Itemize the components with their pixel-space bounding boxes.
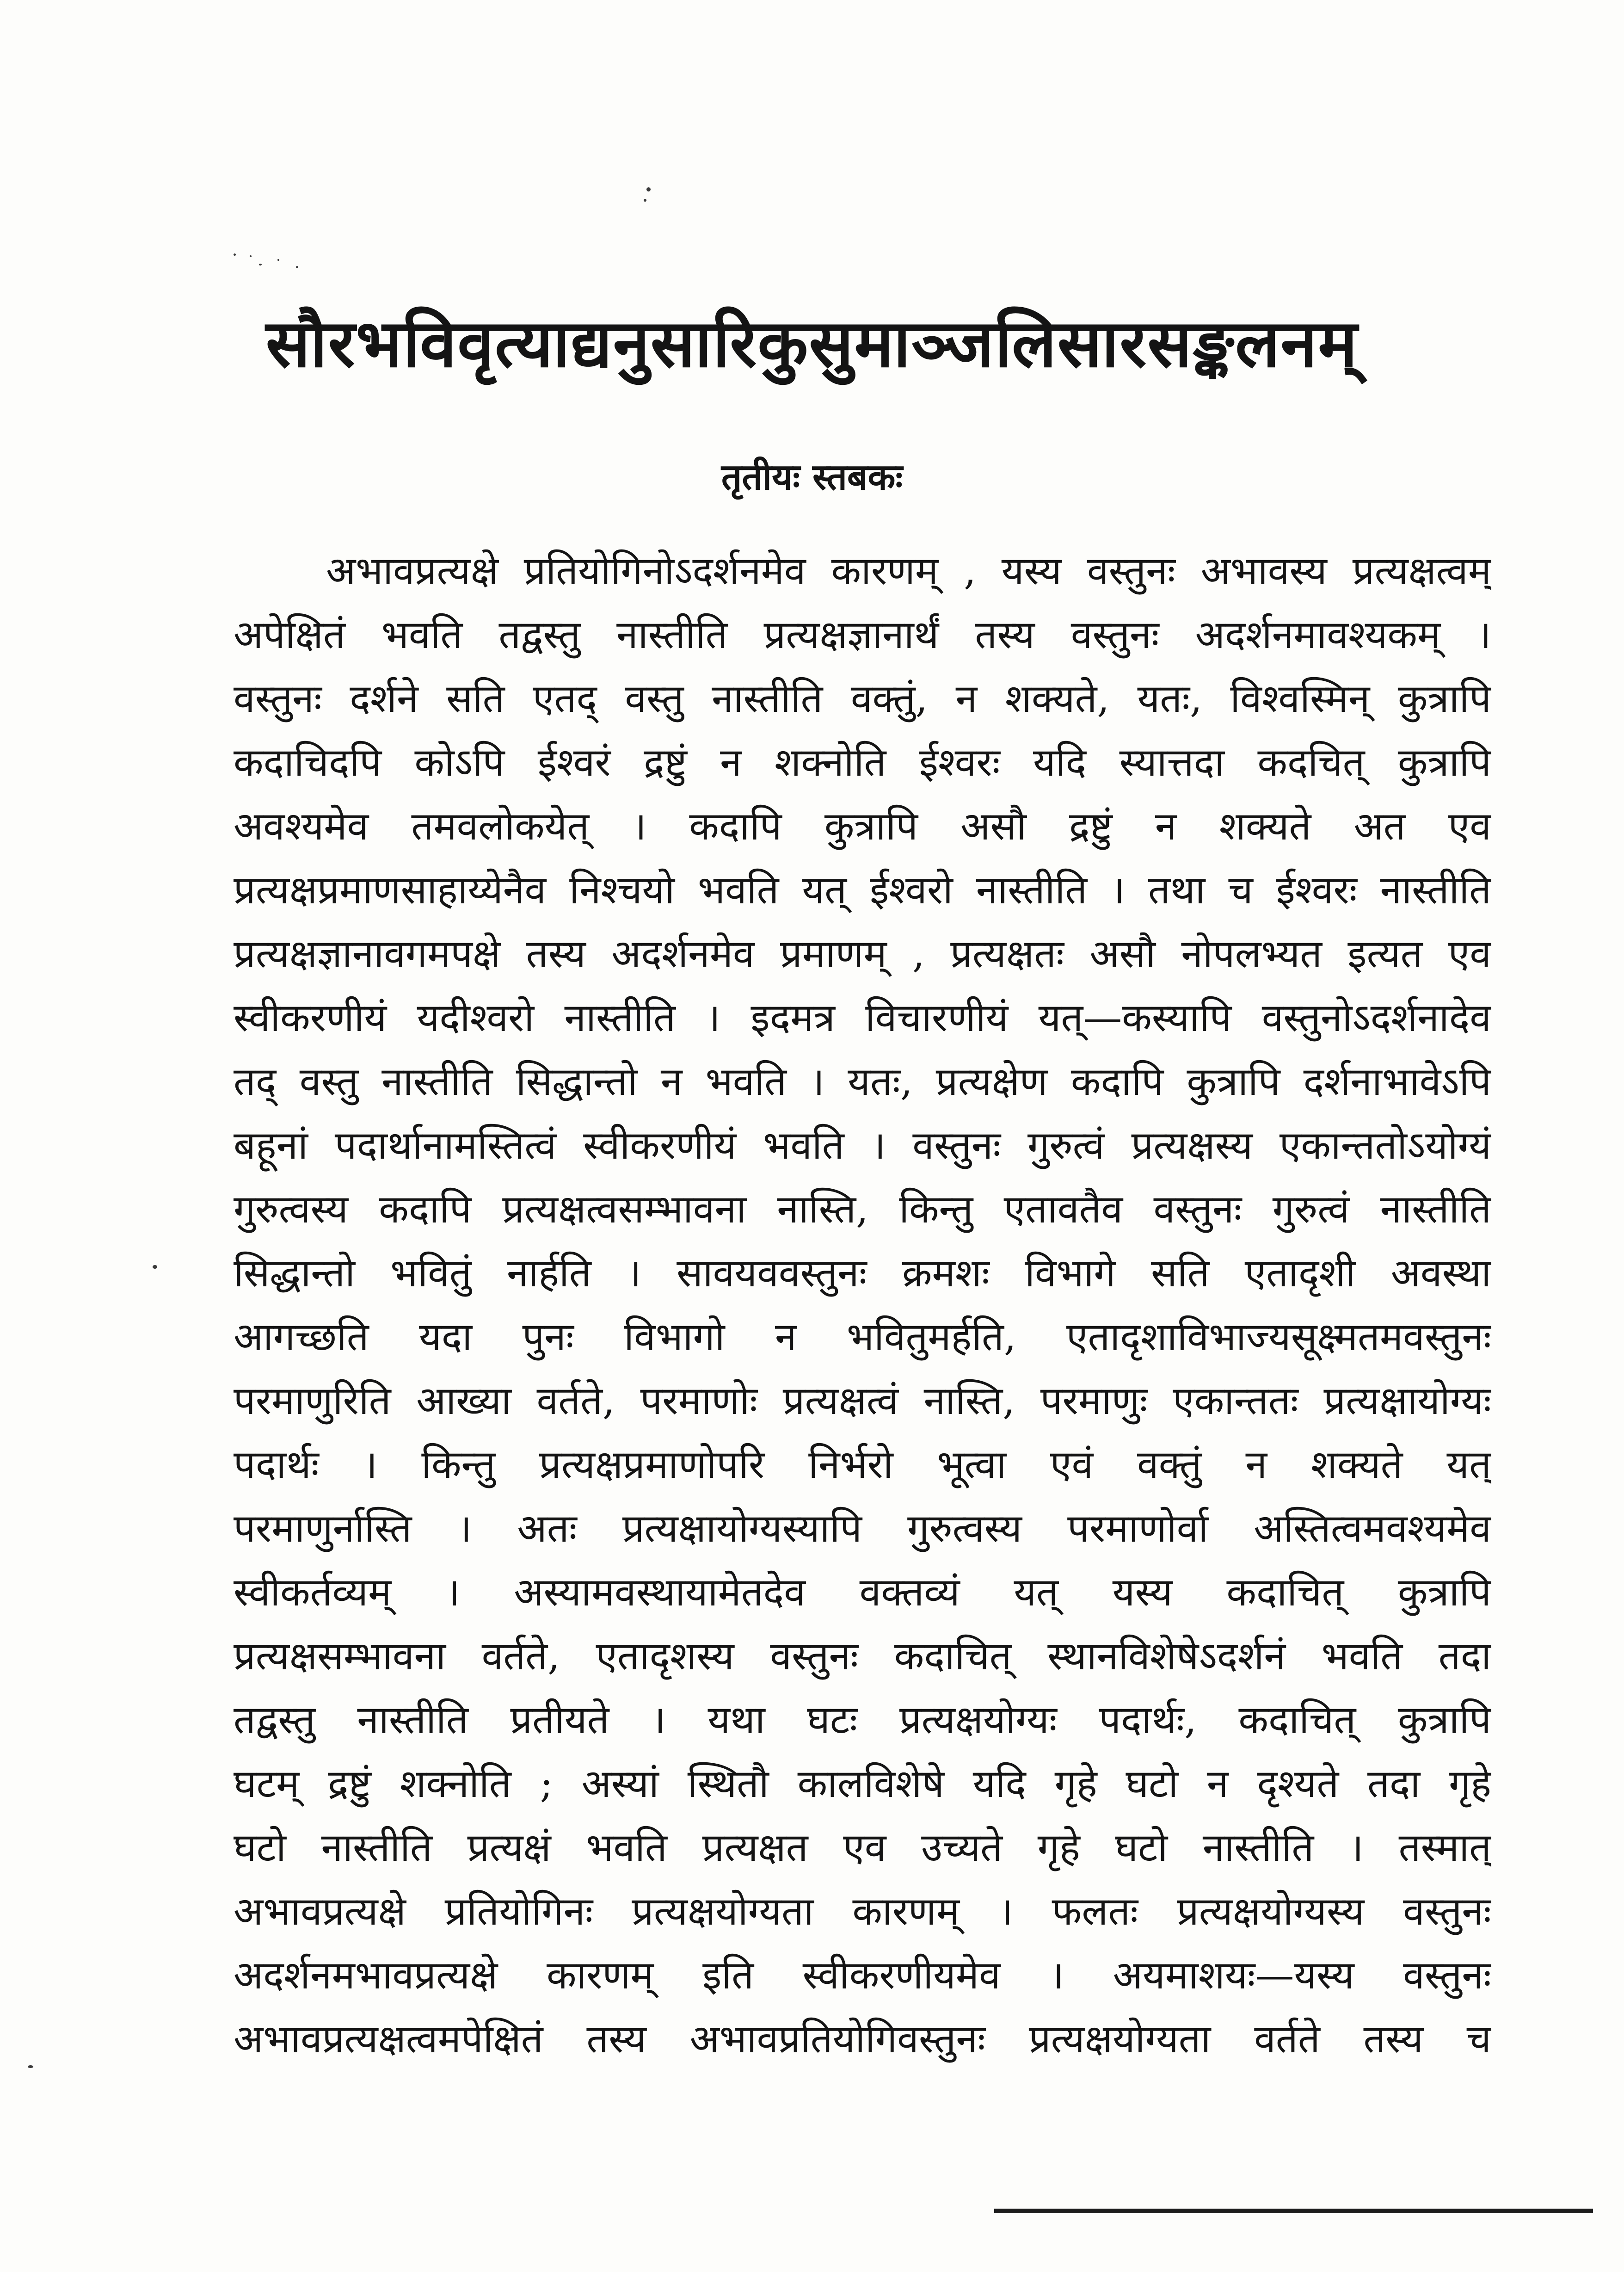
text-line: आगच्छति यदा पुनः विभागो न भवितुमर्हति, एतादृशाविभाज्यसूक्ष्मतमवस्तुनः: [234, 1314, 1491, 1359]
text-line: बहूनां पदार्थानामस्तित्वं स्वीकरणीयं भवति । वस्तुनः गुरुत्वं प्रत्यक्षस्य एकान्ततोऽयोग्यं: [234, 1123, 1491, 1168]
text-line: प्रत्यक्षसम्भावना वर्तते, एतादृशस्य वस्तुनः कदाचित् स्थानविशेषेऽदर्शनं भवति तदा: [234, 1633, 1491, 1679]
scan-speck: [644, 199, 646, 202]
text-line: अभावप्रत्यक्षे प्रतियोगिनोऽदर्शनमेव कारणम् , यस्य वस्तुनः अभावस्य प्रत्यक्षत्वम्: [326, 548, 1491, 593]
text-line: वस्तुनः दर्शने सति एतद् वस्तु नास्तीति वक्तुं, न शक्यते, यतः, विश्वस्मिन् कुत्रापि: [234, 676, 1491, 721]
scan-speck: [259, 264, 262, 265]
scan-speck: [28, 2065, 33, 2068]
text-line: घटम् द्रष्टुं शक्नोति ; अस्यां स्थितौ कालविशेषे यदि गृहे घटो न दृश्यते तदा गृहे: [234, 1761, 1491, 1806]
text-line: कदाचिदपि कोऽपि ईश्वरं द्रष्टुं न शक्नोति ईश्वरः यदि स्यात्तदा कदचित् कुत्रापि: [234, 740, 1491, 785]
text-line: परमाणुरिति आख्या वर्तते, परमाणोः प्रत्यक्षत्वं नास्ति, परमाणुः एकान्ततः प्रत्यक्षायोग्यः: [234, 1378, 1491, 1423]
text-line: अपेक्षितं भवति तद्वस्तु नास्तीति प्रत्यक्षज्ञानार्थं तस्य वस्तुनः अदर्शनमावश्यकम् ।: [234, 612, 1491, 657]
scan-speck: [250, 255, 252, 257]
scan-speck: [234, 253, 236, 256]
text-line: अभावप्रत्यक्षे प्रतियोगिनः प्रत्यक्षयोग्यता कारणम् । फलतः प्रत्यक्षयोग्यस्य वस्तुनः: [234, 1889, 1491, 1934]
text-line: तद्वस्तु नास्तीति प्रतीयते । यथा घटः प्रत्यक्षयोग्यः पदार्थः, कदाचित् कुत्रापि: [234, 1697, 1491, 1742]
scan-speck: [296, 266, 298, 268]
scan-speck: [153, 1265, 157, 1269]
text-line: अभावप्रत्यक्षत्वमपेक्षितं तस्य अभावप्रतियोगिवस्तुनः प्रत्यक्षयोग्यता वर्तते तस्य च: [234, 2016, 1491, 2062]
text-line: घटो नास्तीति प्रत्यक्षं भवति प्रत्यक्षत एव उच्यते गृहे घटो नास्तीति । तस्मात्: [234, 1825, 1491, 1870]
text-line: स्वीकर्तव्यम् । अस्यामवस्थायामेतदेव वक्तव्यं यत् यस्य कदाचित् कुत्रापि: [234, 1569, 1491, 1615]
text-line: प्रत्यक्षप्रमाणसाहाय्येनैव निश्चयो भवति यत् ईश्वरो नास्तीति । तथा च ईश्वरः नास्तीति: [234, 867, 1491, 913]
text-line: सिद्धान्तो भवितुं नार्हति । सावयववस्तुनः क्रमशः विभागे सति एतादृशी अवस्था: [234, 1250, 1491, 1296]
text-line: तद् वस्तु नास्तीति सिद्धान्तो न भवति । यतः, प्रत्यक्षेण कदापि कुत्रापि दर्शनाभावेऽपि: [234, 1059, 1491, 1104]
text-line: परमाणुर्नास्ति । अतः प्रत्यक्षायोग्यस्यापि गुरुत्वस्य परमाणोर्वा अस्तित्वमवश्यमेव: [234, 1506, 1491, 1551]
section-subtitle: तृतीयः स्तबकः: [721, 456, 903, 498]
scan-speck: [277, 259, 279, 261]
bottom-rule: [994, 2209, 1593, 2213]
body-paragraph: [234, 539, 1491, 2071]
text-line: पदार्थः । किन्तु प्रत्यक्षप्रमाणोपरि निर्भरो भूत्वा एवं वक्तुं न शक्यते यत्: [234, 1442, 1491, 1487]
page-title: सौरभविवृत्याद्यनुसारिकुसुमाञ्जलिसारसङ्कलनम्: [265, 305, 1359, 382]
text-line: प्रत्यक्षज्ञानावगमपक्षे तस्य अदर्शनमेव प्रमाणम् , प्रत्यक्षतः असौ नोपलभ्यत इत्यत एव: [234, 931, 1491, 976]
text-line: गुरुत्वस्य कदापि प्रत्यक्षत्वसम्भावना नास्ति, किन्तु एतावतैव वस्तुनः गुरुत्वं नास्तीति: [234, 1186, 1491, 1232]
text-line: स्वीकरणीयं यदीश्वरो नास्तीति । इदमत्र विचारणीयं यत्—कस्यापि वस्तुनोऽदर्शनादेव: [234, 995, 1491, 1040]
text-line: अदर्शनमभावप्रत्यक्षे कारणम् इति स्वीकरणीयमेव । अयमाशयः—यस्य वस्तुनः: [234, 1952, 1491, 1998]
text-line: अवश्यमेव तमवलोकयेत् । कदापि कुत्रापि असौ द्रष्टुं न शक्यते अत एव: [234, 803, 1491, 849]
scan-speck: [646, 187, 651, 191]
